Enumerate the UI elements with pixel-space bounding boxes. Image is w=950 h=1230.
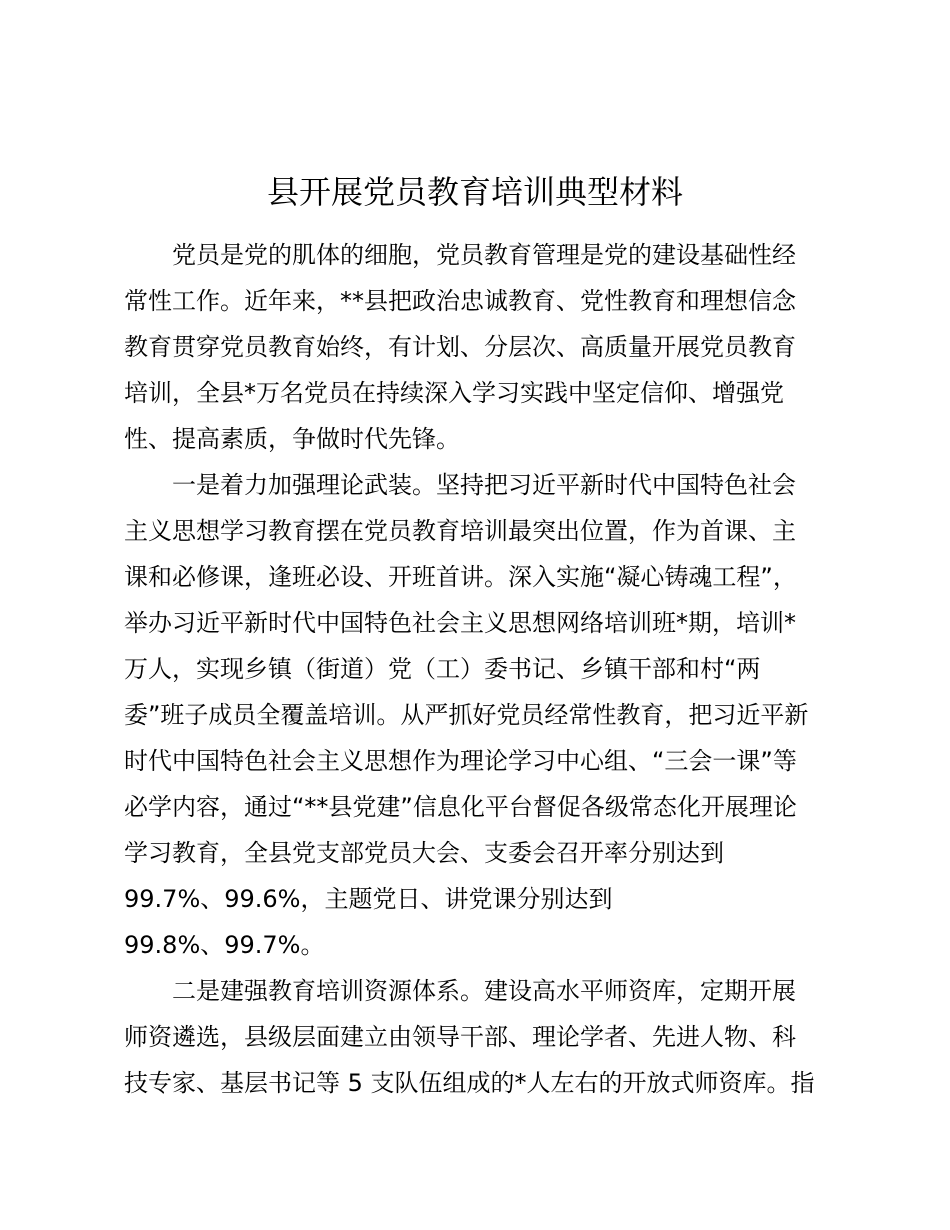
body-line: 课和必修课，逢班必设、开班首讲。深入实施“凝心铸魂工程”， <box>124 563 797 591</box>
body-line: 学习教育，全县党支部党员大会、支委会召开率分别达到 <box>124 839 724 867</box>
body-line: 教育贯穿党员教育始终，有计划、分层次、高质量开展党员教育 <box>124 333 796 361</box>
body-line: 99.8%、99.7%。 <box>124 931 325 959</box>
document-body <box>124 232 836 1106</box>
document-title: 县开展党员教育培训典型材料 <box>266 173 683 211</box>
body-line: 技专家、基层书记等 5 支队伍组成的*人左右的开放式师资库。指 <box>124 1069 815 1097</box>
body-line: 常性工作。近年来，**县把政治忠诚教育、党性教育和理想信念 <box>124 287 796 315</box>
body-line: 主义思想学习教育摆在党员教育培训最突出位置，作为首课、主 <box>124 517 796 545</box>
body-line: 万人，实现乡镇（街道）党（工）委书记、乡镇干部和村“两 <box>124 655 761 683</box>
body-line: 二是建强教育培训资源体系。建设高水平师资库，定期开展 <box>172 977 796 1005</box>
body-line: 培训，全县*万名党员在持续深入学习实践中坚定信仰、增强党 <box>124 379 784 407</box>
body-line: 师资遴选，县级层面建立由领导干部、理论学者、先进人物、科 <box>124 1023 796 1051</box>
body-line: 一是着力加强理论武装。坚持把习近平新时代中国特色社会 <box>172 471 796 499</box>
body-line: 99.7%、99.6%，主题党日、讲党课分别达到 <box>124 885 613 913</box>
body-line: 举办习近平新时代中国特色社会主义思想网络培训班*期，培训* <box>124 609 796 637</box>
body-line: 党员是党的肌体的细胞，党员教育管理是党的建设基础性经 <box>172 241 796 269</box>
body-line: 时代中国特色社会主义思想作为理论学习中心组、“三会一课”等 <box>124 747 797 775</box>
body-line: 委”班子成员全覆盖培训。从严抓好党员经常性教育，把习近平新 <box>124 701 809 729</box>
body-line: 性、提高素质，争做时代先锋。 <box>124 425 460 453</box>
body-line: 必学内容，通过“**县党建”信息化平台督促各级常态化开展理论 <box>124 793 797 821</box>
